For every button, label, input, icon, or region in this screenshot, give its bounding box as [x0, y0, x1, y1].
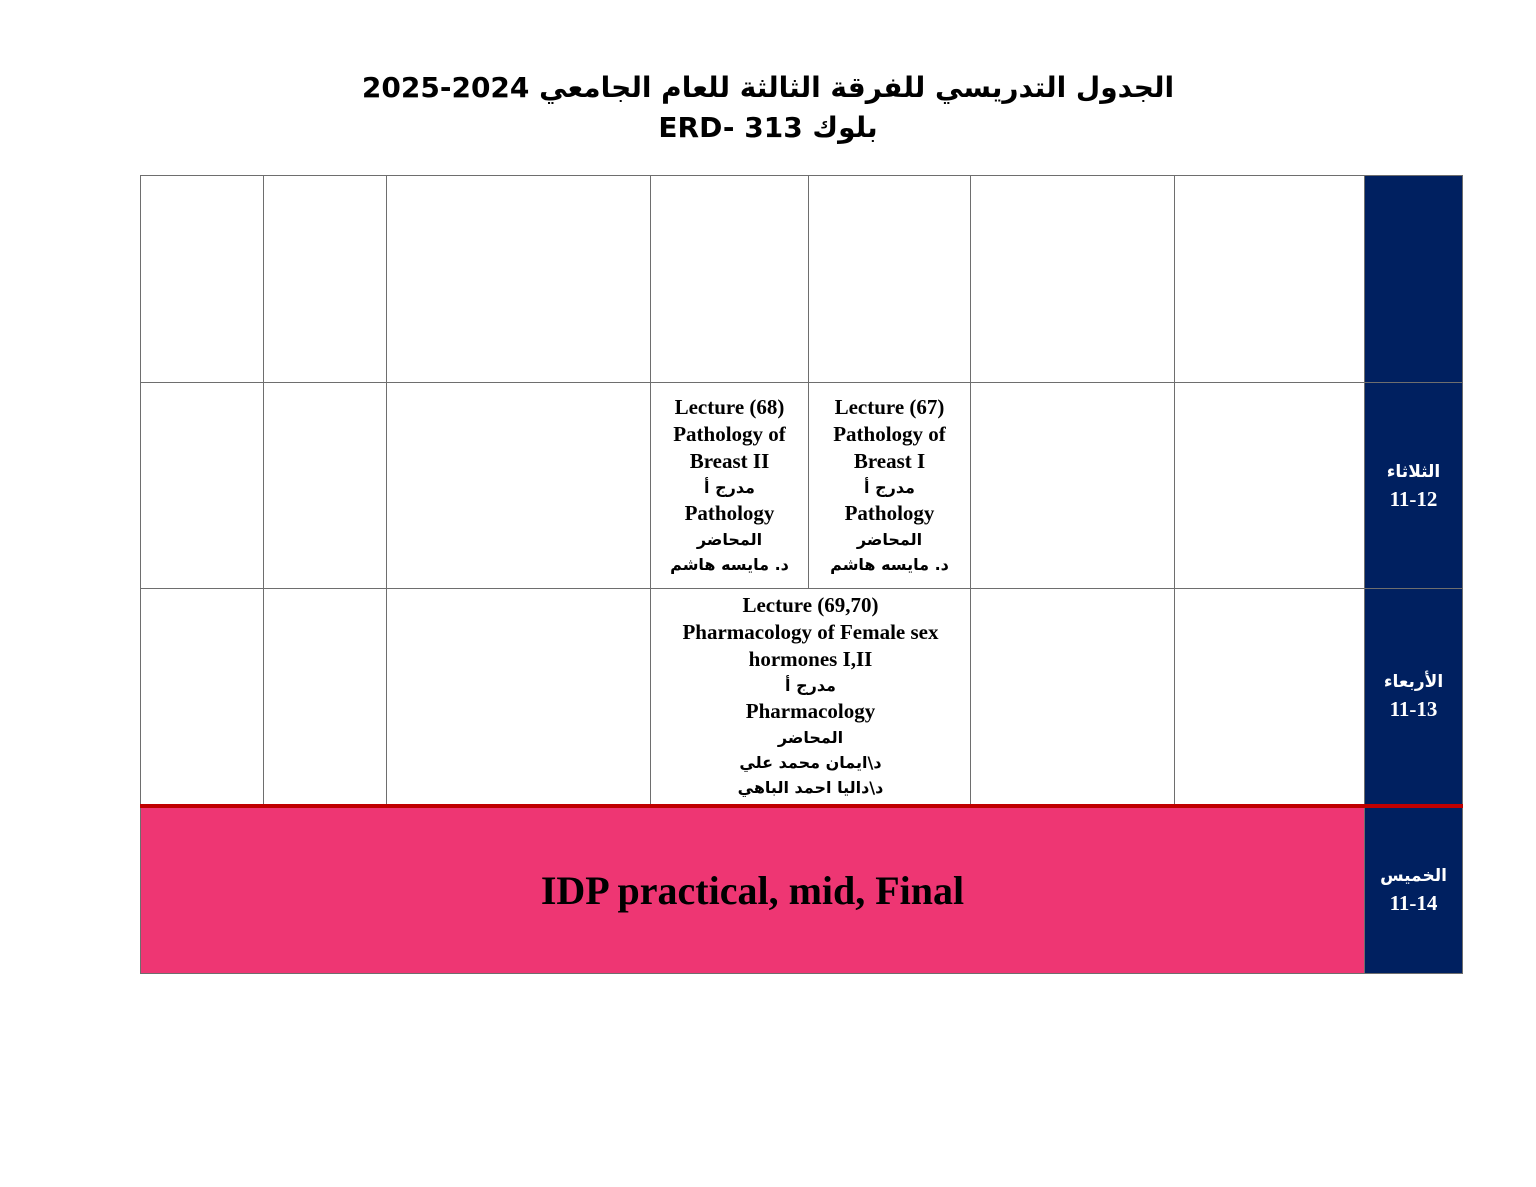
empty-cell [1175, 383, 1365, 589]
lecture-hall: مدرج أ [864, 478, 915, 497]
empty-cell [141, 383, 264, 589]
idp-banner [141, 806, 1365, 974]
lecture-69-70-cell [651, 589, 971, 806]
lecturer-name: د. مايسه هاشم [670, 555, 789, 574]
lecture-department: Pharmacology [745, 699, 876, 724]
schedule-row-tuesday [141, 383, 1463, 589]
schedule-row-wednesday [141, 589, 1463, 806]
lecture-hall: مدرج أ [704, 478, 755, 497]
schedule-row-empty [141, 176, 1463, 383]
empty-cell [1175, 589, 1365, 806]
day-date: 11-13 [1389, 697, 1438, 722]
day-date: 11-12 [1389, 486, 1438, 511]
lecture-topic: Pathology of [673, 422, 786, 446]
day-cell-tuesday [1365, 383, 1463, 589]
empty-cell [971, 589, 1175, 806]
lecture-department: Pathology [844, 501, 935, 525]
lecture-67-cell [809, 383, 971, 589]
empty-cell [264, 589, 387, 806]
day-cell-blank [1365, 176, 1463, 383]
lecturer-name: د\ايمان محمد علي [739, 753, 882, 773]
empty-cell [387, 176, 651, 383]
empty-cell [141, 589, 264, 806]
block-code: بلوك ERD- 313 [658, 111, 878, 144]
lecture-topic: Breast II [689, 449, 770, 473]
schedule-table [140, 175, 1463, 974]
day-name: الثلاثاء [1386, 461, 1441, 482]
day-name: الأربعاء [1383, 672, 1444, 693]
empty-cell [971, 383, 1175, 589]
empty-cell [264, 383, 387, 589]
lecture-topic: Pathology of [833, 422, 946, 446]
lecturer-name: د\داليا احمد الباهي [737, 778, 884, 798]
lecturer-name: د. مايسه هاشم [830, 555, 949, 574]
lecture-68-cell [651, 383, 809, 589]
schedule-title: الجدول التدريسي للفرقة الثالثة للعام الجامعي 2024-2025 [361, 71, 1175, 104]
lecture-topic: Breast I [853, 449, 926, 473]
lecture-title: Lecture (68) [674, 395, 785, 419]
schedule-row-thursday [141, 806, 1463, 974]
empty-cell [651, 176, 809, 383]
empty-cell [141, 176, 264, 383]
lecture-title: Lecture (67) [834, 395, 945, 419]
lecture-department: Pathology [684, 501, 775, 525]
lecturer-label: المحاضر [777, 728, 844, 748]
lecture-title: Lecture (69,70) [742, 593, 879, 618]
empty-cell [387, 589, 651, 806]
lecture-hall: مدرج أ [785, 676, 836, 696]
day-name: الخميس [1380, 866, 1447, 887]
schedule-title-block [0, 68, 1536, 148]
empty-cell [1175, 176, 1365, 383]
empty-cell [809, 176, 971, 383]
lecturer-label: المحاضر [696, 530, 763, 549]
lecture-topic: Pharmacology of Female sex [682, 620, 939, 645]
idp-banner-text: IDP practical, mid, Final [540, 867, 965, 913]
empty-cell [264, 176, 387, 383]
lecturer-label: المحاضر [856, 530, 923, 549]
day-cell-thursday [1365, 806, 1463, 974]
empty-cell [387, 383, 651, 589]
day-date: 11-14 [1389, 891, 1438, 916]
day-cell-wednesday [1365, 589, 1463, 806]
lecture-topic: hormones I,II [748, 647, 873, 672]
empty-cell [971, 176, 1175, 383]
